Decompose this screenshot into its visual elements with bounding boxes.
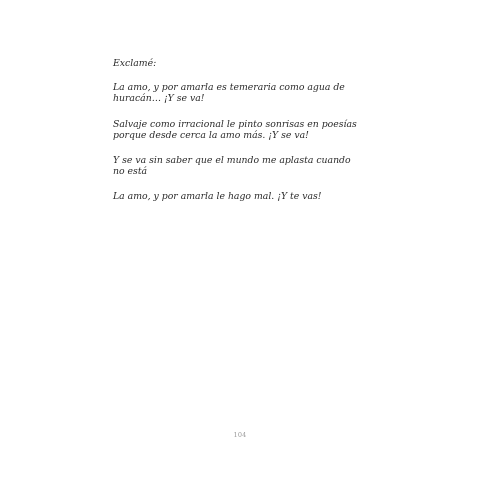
poem-line: La amo, y por amarla es temeraria como agua de <box>113 82 345 94</box>
poem-line: Y se va sin saber que el mundo me aplasta cuando <box>113 155 351 167</box>
poem-line: Salvaje como irracional le pinto sonrisas en poesías <box>113 118 357 130</box>
stanza-exclamation <box>113 58 373 69</box>
stanza-1 <box>113 82 373 104</box>
stanza-4 <box>113 191 373 202</box>
stanza-3 <box>113 155 373 177</box>
stanza-2 <box>113 119 373 141</box>
poem-text <box>113 58 373 217</box>
poem-line: huracán… ¡Y se va! <box>113 93 205 105</box>
poem-line: no está <box>113 166 148 178</box>
poem-line: porque desde cerca la amo más. ¡Y se va! <box>113 129 309 141</box>
poem-line: Exclamé: <box>113 58 157 69</box>
page-number: 104 <box>233 431 247 439</box>
poem-line: La amo, y por amarla le hago mal. ¡Y te vas! <box>113 191 322 203</box>
